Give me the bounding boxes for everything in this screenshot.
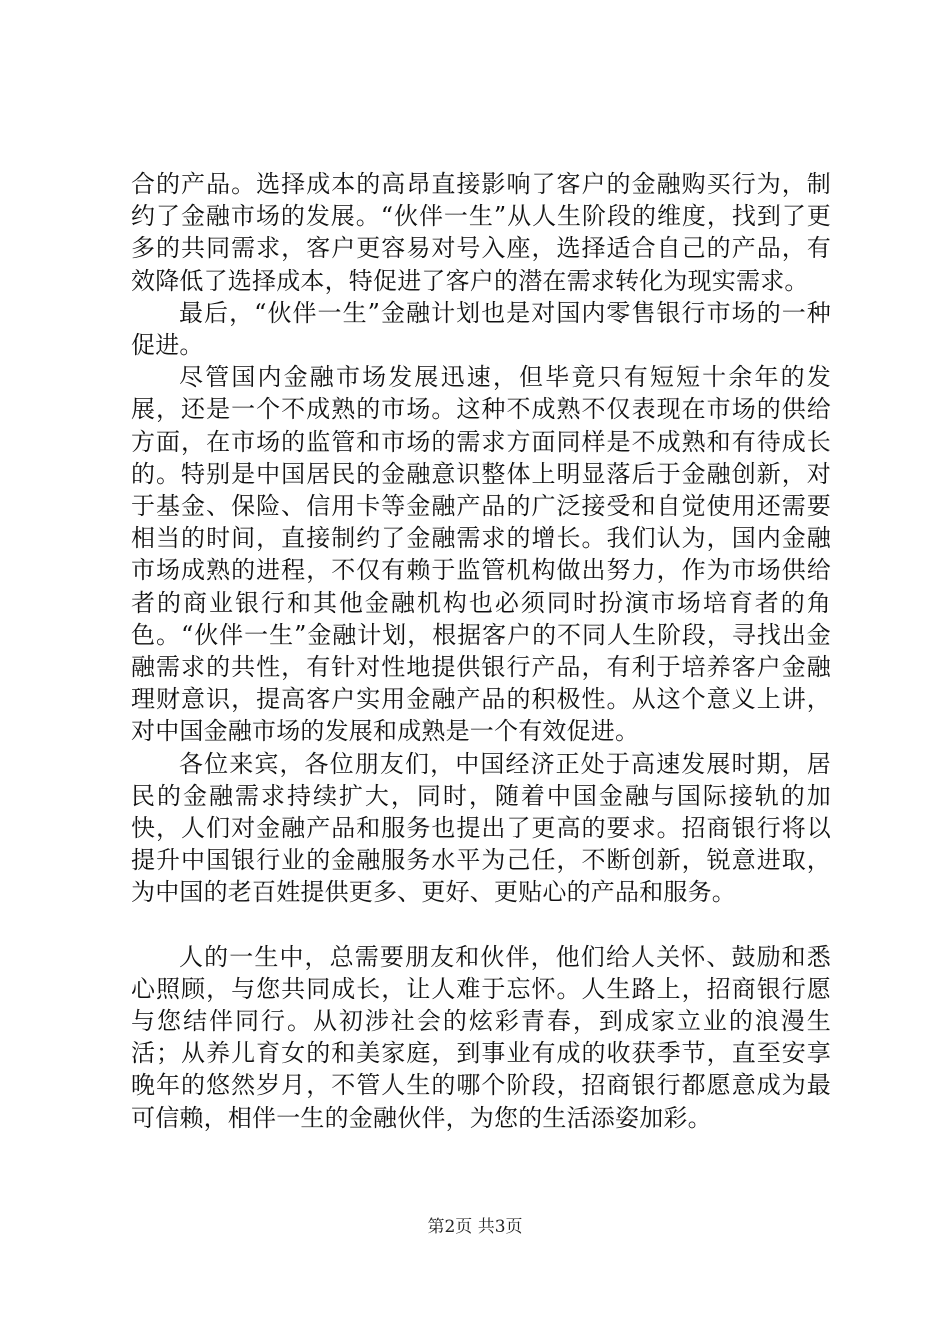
- paragraph-lifelong-partner: 人的一生中，总需要朋友和伙伴，他们给人关怀、鼓励和悉心照顾，与您共同成长，让人难于忘怀。人生路上，招商银行愿与您结伴同行。从初涉社会的炫彩青春，到成家立业的浪漫生活；从养儿育女的和美家庭，到事业有成的收获季节，直至安享晚年的悠然岁月，不管人生的哪个阶段，招商银行都愿意成为最可信赖，相伴一生的金融伙伴，为您的生活添姿加彩。: [131, 942, 831, 1132]
- paragraph-continuation: 合的产品。选择成本的高昂直接影响了客户的金融购买行为，制约了金融市场的发展。“伙伴一生”从人生阶段的维度，找到了更多的共同需求，客户更容易对号入座，选择适合自己的产品，有效降低了选择成本，特促进了客户的潜在需求转化为现实需求。: [131, 170, 831, 295]
- paragraph-market-maturity: 尽管国内金融市场发展迅速，但毕竟只有短短十余年的发展，还是一个不成熟的市场。这种不成熟不仅表现在市场的供给方面，在市场的监管和市场的需求方面同样是不成熟和有待成长的。特别是中国居民的金融意识整体上明显落后于金融创新，对于基金、保险、信用卡等金融产品的广泛接受和自觉使用还需要相当的时间，直接制约了金融需求的增长。我们认为，国内金融市场成熟的进程，不仅有赖于监管机构做出努力，作为市场供给者的商业银行和其他金融机构也必须同时扮演市场培育者的角色。“伙伴一生”金融计划，根据客户的不同人生阶段，寻找出金融需求的共性，有针对性地提供银行产品，有利于培养客户金融理财意识，提高客户实用金融产品的积极性。从这个意义上讲，对中国金融市场的发展和成熟是一个有效促进。: [131, 363, 831, 746]
- paragraph-finally: 最后，“伙伴一生”金融计划也是对国内零售银行市场的一种促进。: [131, 298, 831, 360]
- document-body: [131, 168, 831, 1134]
- paragraph-guests-address: 各位来宾，各位朋友们，中国经济正处于高速发展时期，居民的金融需求持续扩大，同时，随着中国金融与国际接轨的加快，人们对金融产品和服务也提出了更高的要求。招商银行将以提升中国银行业的金融服务水平为己任，不断创新，锐意进取，为中国的老百姓提供更多、更好、更贴心的产品和服务。: [131, 749, 831, 907]
- page-number-footer: 第2页 共3页: [427, 1217, 523, 1237]
